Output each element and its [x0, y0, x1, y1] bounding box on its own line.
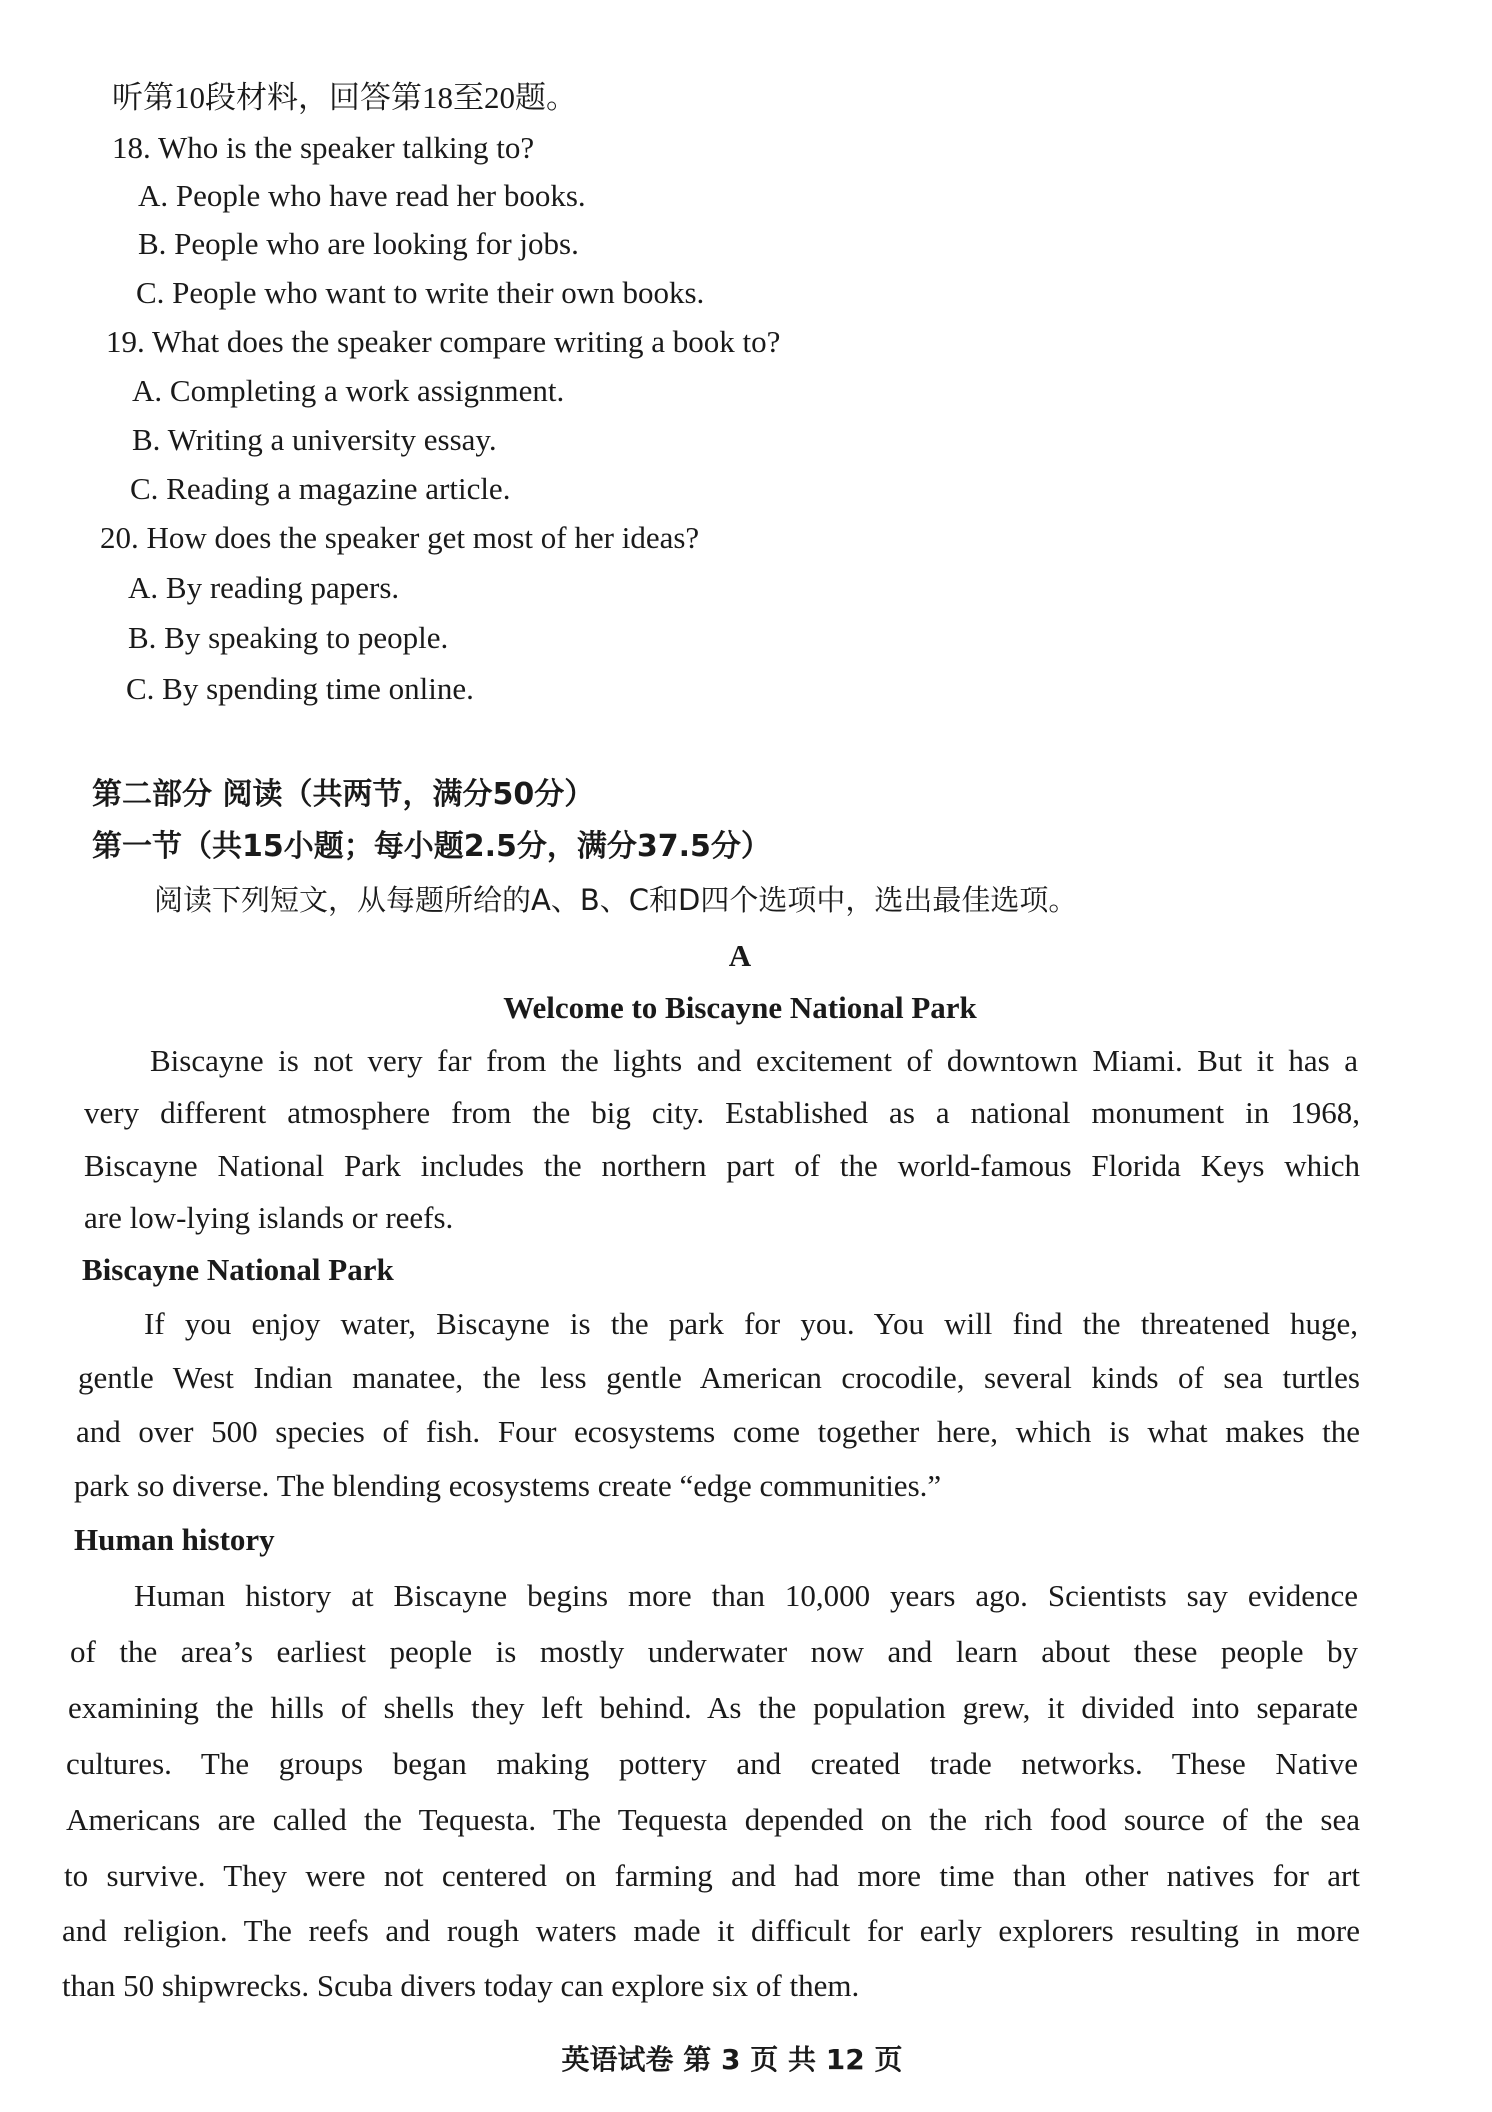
question-18-option-a: A. People who have read her books. [138, 178, 586, 213]
question-18-option-b: B. People who are looking for jobs. [138, 226, 579, 261]
intro-line: Biscayne is not very far from the lights and excitement of downtown Miami. But it has a [150, 1043, 1358, 1078]
intro-line: very different atmosphere from the big city. Established as a national monument in 1968, [84, 1095, 1360, 1130]
history-line: Americans are called the Tequesta. The Tequesta depended on the rich food source of the sea [66, 1802, 1360, 1837]
passage-title: Welcome to Biscayne National Park [503, 990, 977, 1025]
intro-line: Biscayne National Park includes the northern part of the world-famous Florida Keys which [84, 1148, 1360, 1183]
history-line: of the area’s earliest people is mostly underwater now and learn about these people by [70, 1634, 1358, 1669]
intro-line: are low-lying islands or reefs. [84, 1200, 454, 1235]
section-heading-history: Human history [74, 1522, 275, 1557]
question-19-stem: 19. What does the speaker compare writing a book to? [106, 324, 781, 359]
question-20-option-c: C. By spending time online. [126, 671, 474, 706]
section-title: 第一节（共15小题；每小题2.5分，满分37.5分） [92, 829, 771, 864]
park-line: gentle West Indian manatee, the less gentle American crocodile, several kinds of sea turtles [78, 1360, 1360, 1395]
passage-label: A [728, 938, 752, 973]
park-line: park so diverse. The blending ecosystems create “edge communities.” [74, 1468, 942, 1503]
question-20-stem: 20. How does the speaker get most of her ideas? [100, 520, 700, 555]
question-19-option-a: A. Completing a work assignment. [132, 373, 565, 408]
question-18-option-c: C. People who want to write their own books. [136, 275, 705, 310]
question-20-option-b: B. By speaking to people. [128, 620, 449, 655]
history-line: to survive. They were not centered on farming and had more time than other natives for art [64, 1858, 1360, 1893]
history-line: Human history at Biscayne begins more than 10,000 years ago. Scientists say evidence [134, 1578, 1358, 1613]
part-title: 第二部分 阅读（共两节，满分50分） [92, 777, 595, 812]
question-19-option-b: B. Writing a university essay. [132, 422, 497, 457]
question-20-option-a: A. By reading papers. [128, 570, 400, 605]
question-19-option-c: C. Reading a magazine article. [130, 471, 511, 506]
page-footer: 英语试卷 第 3 页 共 12 页 [561, 2043, 903, 2076]
question-18-stem: 18. Who is the speaker talking to? [112, 130, 535, 165]
history-line: examining the hills of shells they left behind. As the population grew, it divided into separate [68, 1690, 1358, 1725]
history-line: and religion. The reefs and rough waters made it difficult for early explorers resulting in more [62, 1913, 1360, 1948]
park-line: If you enjoy water, Biscayne is the park for you. You will find the threatened huge, [144, 1306, 1358, 1341]
history-line: cultures. The groups began making pottery and created trade networks. These Native [66, 1746, 1358, 1781]
history-line: than 50 shipwrecks. Scuba divers today can explore six of them. [62, 1968, 860, 2003]
listening-instruction: 听第10段材料，回答第18至20题。 [112, 80, 577, 115]
reading-instruction: 阅读下列短文，从每题所给的A、B、C和D四个选项中，选出最佳选项。 [154, 883, 1078, 917]
section-heading-park: Biscayne National Park [82, 1252, 394, 1287]
park-line: and over 500 species of fish. Four ecosystems come together here, which is what makes the [76, 1414, 1360, 1449]
